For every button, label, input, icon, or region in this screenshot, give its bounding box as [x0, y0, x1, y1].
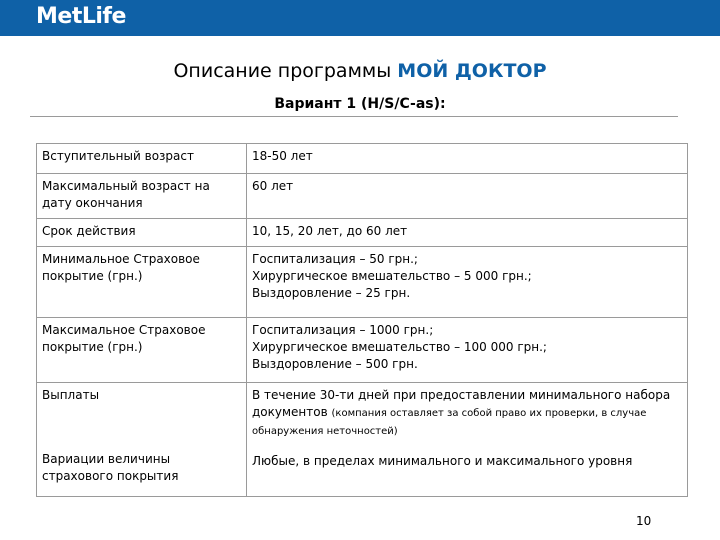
title-text: Описание программы — [173, 60, 398, 82]
row-label: Минимальное Страховое покрытие (грн.) — [37, 247, 247, 318]
row-label: Срок действия — [37, 219, 247, 247]
variations-value: Любые, в пределах минимального и максимального уровня — [252, 454, 633, 468]
table-row — [37, 383, 688, 497]
variations-label: Вариации величины страхового покрытия — [42, 452, 179, 483]
program-table — [36, 143, 688, 497]
row-label — [37, 383, 247, 497]
row-value: 18-50 лет — [247, 144, 688, 174]
table-row — [37, 318, 688, 383]
row-value — [247, 247, 688, 318]
value-line: Выздоровление – 25 грн. — [252, 286, 411, 300]
row-label: Вступительный возраст — [37, 144, 247, 174]
table-row — [37, 144, 688, 174]
table-row — [37, 174, 688, 219]
value-line: Хирургическое вмешательство – 5 000 грн.; — [252, 269, 532, 283]
payouts-value: В течение 30-ти дней при предоставлении минимального набора документов — [252, 388, 671, 419]
payouts-note: (компания оставляет за собой право их проверки, в случае обнаружения неточностей) — [252, 408, 647, 437]
payouts-label: Выплаты — [42, 388, 100, 402]
value-line: Госпитализация – 50 грн.; — [252, 252, 418, 266]
row-value — [247, 318, 688, 383]
metlife-logo: MetLife — [36, 4, 126, 29]
page-number: 10 — [636, 514, 652, 528]
value-line: Хирургическое вмешательство – 100 000 грн.; — [252, 340, 547, 354]
divider — [30, 116, 678, 117]
row-value: 10, 15, 20 лет, до 60 лет — [247, 219, 688, 247]
value-line: Выздоровление – 500 грн. — [252, 357, 418, 371]
row-value — [247, 383, 688, 497]
table-row — [37, 219, 688, 247]
row-label: Максимальное Страховое покрытие (грн.) — [37, 318, 247, 383]
page-subtitle: Вариант 1 (H/S/C-as): — [274, 96, 446, 112]
page-title — [0, 60, 720, 82]
row-label: Максимальный возраст на дату окончания — [37, 174, 247, 219]
row-value: 60 лет — [247, 174, 688, 219]
header-bar — [0, 0, 720, 36]
value-line: Госпитализация – 1000 грн.; — [252, 323, 434, 337]
title-accent: МОЙ ДОКТОР — [397, 60, 547, 82]
table-row — [37, 247, 688, 318]
